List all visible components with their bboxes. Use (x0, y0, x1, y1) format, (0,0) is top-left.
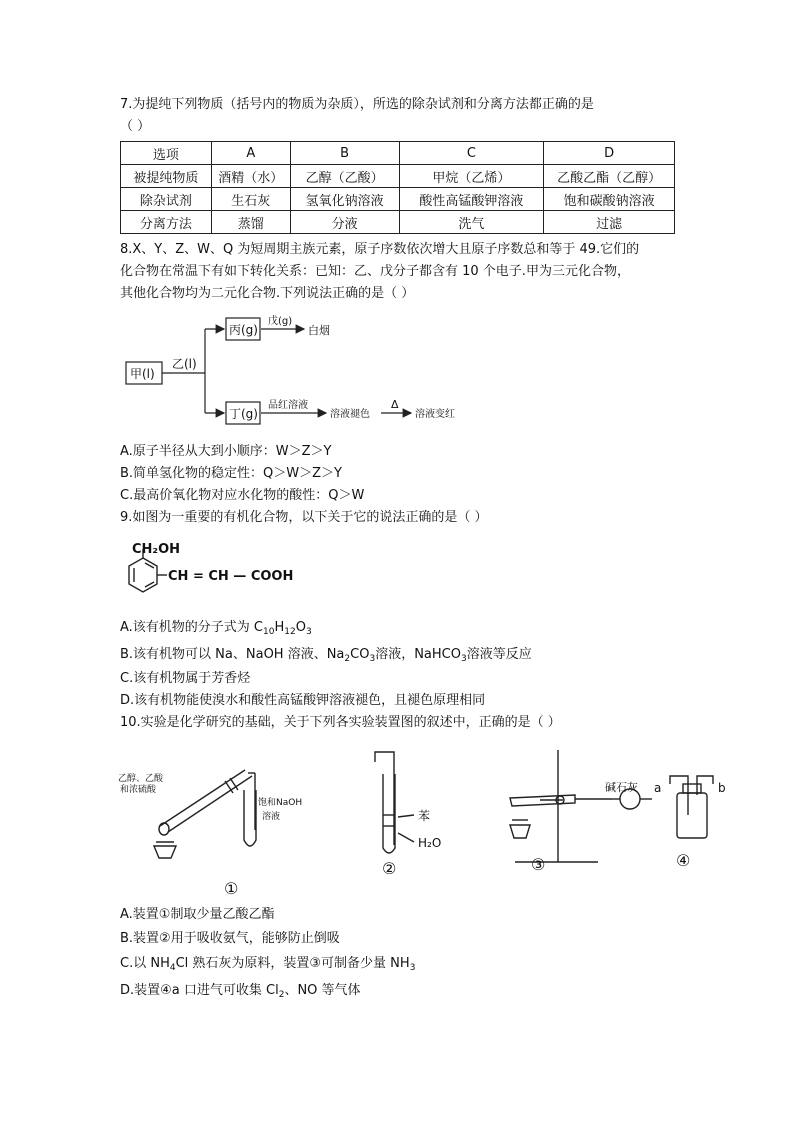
q8-transformation-diagram (0, 0, 794, 440)
table-cell: 过滤 (544, 211, 675, 234)
q8-option-b: B.简单氢化物的稳定性：Q＞W＞Z＞Y (120, 466, 342, 481)
q8-stem-line-2: 化合物在常温下有如下转化关系：已知：乙、戊分子都含有 10 个电子.甲为三元化合物， (120, 264, 630, 279)
apparatus-4-number: ④ (676, 851, 691, 870)
result-red: 溶液变红 (415, 409, 455, 420)
apparatus-2-number: ② (382, 859, 397, 878)
table-cell: A (211, 142, 290, 165)
q10-option-d: D.装置④a 口进气可收集 $Cl_2$、NO 等气体 (120, 983, 361, 1000)
port-b-label: b (718, 781, 726, 795)
compound-wu: 戊(g) (268, 316, 293, 327)
table-cell: B (290, 142, 399, 165)
port-a-label: a (654, 781, 662, 795)
benzene-label: 苯 (418, 809, 431, 823)
table-cell: 蒸馏 (211, 211, 290, 234)
table-cell: 洗气 (399, 211, 544, 234)
q8-stem-line-1: 8.X、Y、Z、W、Q 为短周期主族元素，原子序数依次增大且原子序数总和等于 49.它们的 (120, 242, 640, 257)
table-cell: 除杂试剂 (121, 188, 212, 211)
apparatus-3-number: ③ (531, 855, 546, 874)
table-cell: 乙酸乙酯（乙醇） (544, 165, 675, 188)
q10-option-b: B.装置②用于吸收氨气，能够防止倒吸 (120, 931, 340, 946)
table-cell: 被提纯物质 (121, 165, 212, 188)
q7-stem: 7.为提纯下列物质（括号内的物质为杂质），所选的除杂试剂和分离方法都正确的是 (120, 97, 594, 112)
app1-solution-label-2: 溶液 (262, 812, 281, 822)
ch2oh-group: CH₂OH (132, 542, 181, 557)
heat-symbol: Δ (391, 398, 399, 411)
app1-reagent-label-2: 和浓硫酸 (120, 785, 157, 795)
table-cell: 乙醇（乙酸） (290, 165, 399, 188)
q9-stem: 9.如图为一重要的有机化合物，以下关于它的说法正确的是（ ） (120, 510, 488, 525)
app1-solution-label-1: 饱和NaOH (258, 798, 303, 808)
app1-reagent-label-1: 乙醇、乙酸 (118, 774, 164, 784)
q8-option-a: A.原子半径从大到小顺序：W＞Z＞Y (120, 444, 332, 459)
table-cell: 酸性高锰酸钾溶液 (399, 188, 544, 211)
compound-yi: 乙(l) (172, 357, 197, 371)
table-cell: 酒精（水） (211, 165, 290, 188)
compound-ding: 丁(g) (229, 407, 258, 421)
compound-jia: 甲(l) (130, 367, 155, 381)
table-cell: 氢氧化钠溶液 (290, 188, 399, 211)
q8-option-c: C.最高价氧化物对应水化物的酸性：Q＞W (120, 488, 365, 503)
q10-apparatus-figure (0, 740, 794, 900)
q9-option-c: C.该有机物属于芳香烃 (120, 671, 251, 686)
q10-option-c: C.以 $NH_4Cl$ 熟石灰为原料，装置③可制备少量 $NH_3$ (120, 956, 416, 973)
reagent-magenta: 品红溶液 (268, 400, 308, 411)
table-cell: 生石灰 (211, 188, 290, 211)
side-chain: CH = CH — COOH (168, 569, 294, 584)
product-white-smoke: 白烟 (308, 324, 330, 337)
compound-bing: 丙(g) (229, 323, 258, 337)
q8-stem-line-3: 其他化合物均为二元化合物.下列说法正确的是（ ） (120, 286, 415, 301)
q9-option-d: D.该有机物能使溴水和酸性高锰酸钾溶液褪色，且褪色原理相同 (120, 693, 486, 708)
table-cell: 选项 (121, 142, 212, 165)
soda-lime-label: 碱石灰 (605, 781, 638, 794)
table-cell: D (544, 142, 675, 165)
q9-option-b: B.该有机物可以 Na、NaOH 溶液、$Na_2CO_3$溶液，NaHCO$_3$溶液等反应 (120, 647, 532, 664)
table-cell: 分离方法 (121, 211, 212, 234)
table-cell: 分液 (290, 211, 399, 234)
table-cell: C (399, 142, 544, 165)
water-label: H₂O (418, 836, 442, 850)
apparatus-1-number: ① (224, 879, 239, 898)
table-cell: 饱和碳酸钠溶液 (544, 188, 675, 211)
q9-structure-formula (0, 530, 320, 610)
q10-option-a: A.装置①制取少量乙酸乙酯 (120, 907, 275, 922)
q10-stem: 10.实验是化学研究的基础，关于下列各实验装置图的叙述中，正确的是（ ） (120, 715, 561, 730)
table-cell: 甲烷（乙烯） (399, 165, 544, 188)
q9-option-a: A.该有机物的分子式为 $C_{10}H_{12}O_3$ (120, 620, 312, 637)
result-fade: 溶液褪色 (330, 409, 370, 420)
q7-answer-blank: （ ） (120, 119, 151, 134)
